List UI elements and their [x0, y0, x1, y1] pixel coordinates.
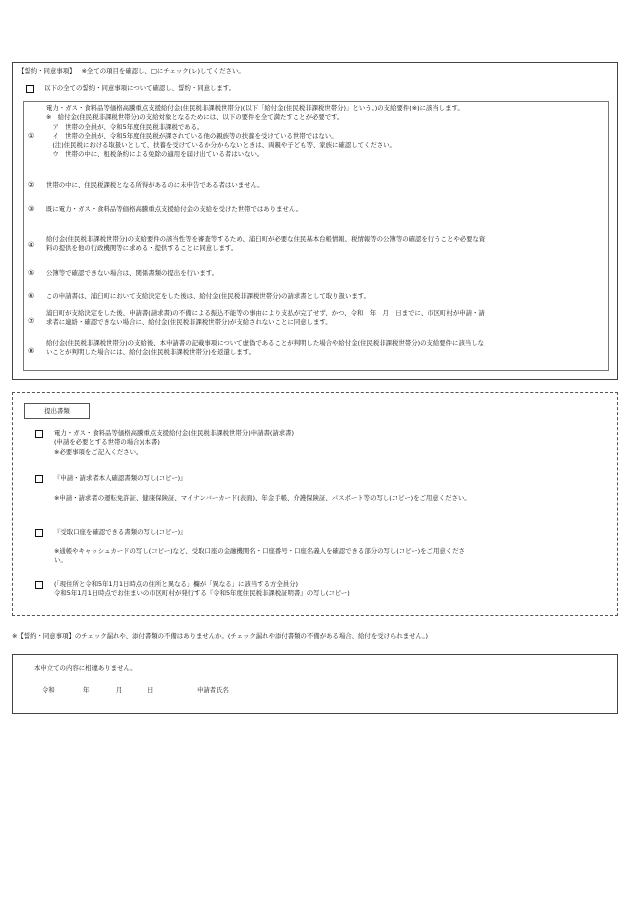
- declaration-day-label: 日: [147, 686, 154, 694]
- documents-label: 提出書類: [24, 403, 90, 419]
- document-4: (「現住所と令和5年1月1日時点の住所と異なる」欄が「異なる」に該当する方全員分) 令和5年1月1日時点でお住まいの市区町村が発行する『令和5年度住民税非課税証明書』の写し(コピー): [54, 580, 350, 598]
- document-3-note: ※通帳やキャッシュカードの写し(コピー)など、受取口座の金融機関名・口座番号・口座名義人を確認できる部分の写し(コピー)をご用意くださ い。: [54, 547, 465, 565]
- pledge-item-1: 電力・ガス・食料品等価格高騰重点支援給付金(住民税非課税世帯分)(以下「給付金(住民税非課税世帯分)」という。)の支給要件(※)に該当します。 ※ 給付金(住民税非課税世帯分)の支給対象となるためには、以下の要件を全て満たすことが必要です。 ア 世帯の全員が、令和5年度住民税非課税である。 イ 世帯の全員が、令和5年度住民税が課されている他の親族等の扶養を受けている世帯ではない。 (注)住民税における取扱いとして、扶養を受けているか分からないときは、両親や子ども等、家族に確認してください。 ウ 世帯の中に、租税条約による免除の適用を届け出ている者はいない。: [46, 104, 464, 159]
- pledge-item-6: この申請書は、浦臼町において支給決定をした後は、給付金(住民税非課税世帯分)の請求書として取り扱います。: [46, 292, 371, 300]
- declaration-year-label: 年: [83, 686, 90, 694]
- pledge-item-5-number: ⑤: [28, 269, 35, 277]
- document-3-title: 『受取口座を確認できる書類の写し(コピー)』: [54, 528, 187, 536]
- pledge-item-8: 給付金(住民税非課税世帯分)の支給後、本申請書の記載事項について虚偽であることが判明した場合や給付金(住民税非課税世帯分)の支給要件に該当しな いことが判明した場合には、給付金(住民税非課税世帯分)を返還します。: [46, 339, 485, 357]
- pledge-item-7: 浦臼町が支給決定をした後、申請書(請求書)の不備による振込不能等の事由により支払が完了せず、かつ、令和 年 月 日までに、市区町村が申請・請 求者に連絡・確認できない場合に、給付金(住民税非課税世帯分)が支給されないことに同意します。: [46, 309, 485, 327]
- document-1-checkbox[interactable]: [35, 430, 43, 441]
- document-3-checkbox[interactable]: [35, 529, 43, 540]
- check-all-checkbox[interactable]: [26, 85, 34, 96]
- applicant-name-label: 申請者氏名: [197, 686, 229, 694]
- pledge-item-7-number: ⑦: [28, 317, 35, 325]
- footer-note: ※【誓約・同意事項】のチェック漏れや、添付書類の不備はありませんか。(チェック漏れや添付書類の不備がある場合、給付を受けられません。): [12, 632, 429, 640]
- document-4-checkbox[interactable]: [35, 581, 43, 592]
- pledge-item-2-number: ②: [28, 181, 35, 189]
- declaration-era: 令和: [42, 686, 55, 694]
- declaration-month-label: 月: [116, 686, 123, 694]
- pledge-item-2: 世帯の中に、住民税課税となる所得があるのに未申告である者はいません。: [46, 181, 264, 189]
- declaration-statement: 本申立ての内容に相違ありません。: [34, 664, 137, 672]
- document-2-checkbox[interactable]: [35, 475, 43, 486]
- declaration-section: [12, 654, 618, 714]
- pledge-item-4: 給付金(住民税非課税世帯分)の支給要件の該当性等を審査等するため、浦臼町が必要な住民基本台帳情報、税情報等の公簿等の確認を行うことや必要な資 料の提供を他の行政機関等に求める・提供することに同意します。: [46, 235, 486, 253]
- check-all-label: 以下の全ての誓約・同意事項について確認し、誓約・同意します。: [44, 84, 236, 92]
- pledge-item-3-number: ③: [28, 205, 35, 213]
- pledge-item-3: 既に電力・ガス・食料品等価格高騰重点支援給付金の支給を受けた世帯ではありません。: [46, 205, 303, 213]
- pledge-item-1-number: ①: [28, 132, 35, 140]
- pledge-item-4-number: ④: [28, 241, 35, 249]
- pledge-instruction: ※全ての項目を確認し、□にチェック(レ)してください。: [81, 67, 245, 75]
- document-1: 電力・ガス・食料品等価格高騰重点支援給付金(住民税非課税世帯分)申請書(請求書) (申請を必要とする世帯の場合)(本書) ※必要事項をご記入ください。: [54, 429, 295, 456]
- pledge-item-6-number: ⑥: [28, 292, 35, 300]
- pledge-heading: 【誓約・同意事項】 ※全ての項目を確認し、□にチェック(レ)してください。: [18, 67, 245, 75]
- pledge-item-5: 公簿等で確認できない場合は、関係書類の提出を行います。: [46, 269, 219, 277]
- document-2-title: 『申請・請求者本人確認書類の写し(コピー)』: [54, 474, 187, 482]
- pledge-item-8-number: ⑧: [28, 347, 35, 355]
- document-2-note: ※申請・請求者の運転免許証、健康保険証、マイナンバーカード(表面)、年金手帳、介護保険証、パスポート等の写し(コピー)をご用意ください。: [54, 494, 471, 502]
